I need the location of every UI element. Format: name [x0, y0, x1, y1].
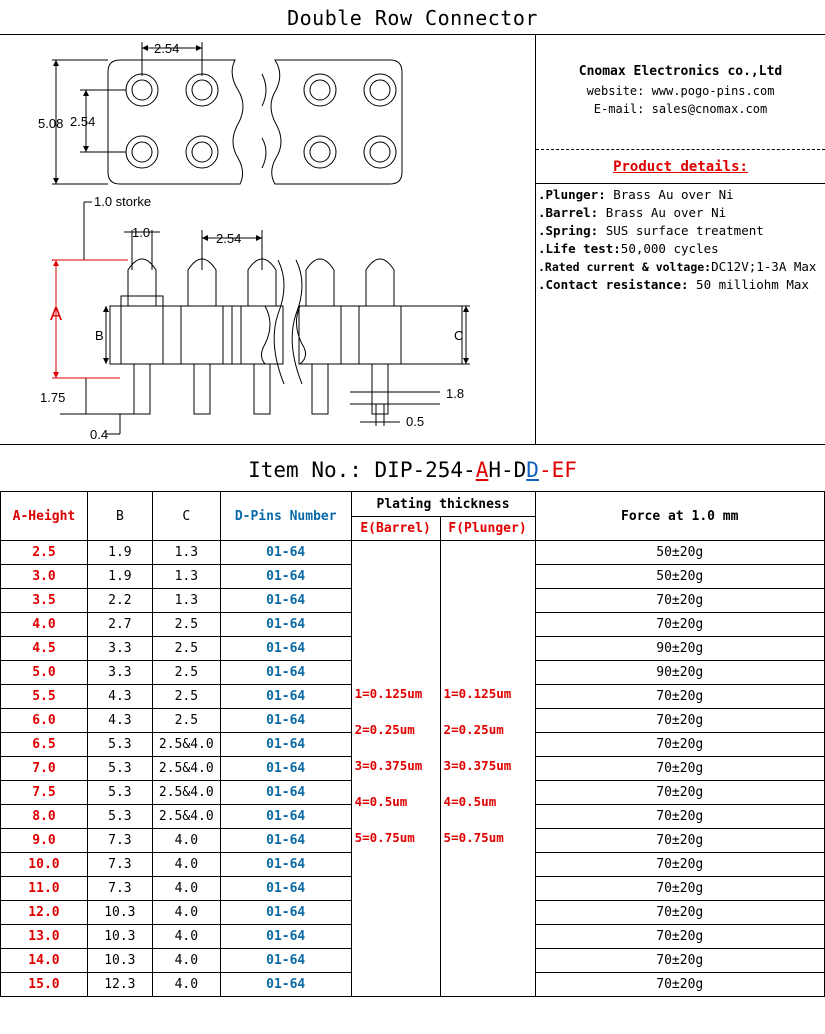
spec-table: [0, 491, 825, 997]
plating-option: 1=0.125um: [443, 686, 512, 701]
company-email: E-mail: sales@cnomax.com: [593, 102, 768, 116]
cell-force: 90±20g: [535, 661, 825, 685]
cell-force: 70±20g: [535, 757, 825, 781]
cell-force: 70±20g: [535, 805, 825, 829]
cell-b: 4.3: [87, 685, 152, 709]
cell-force: 90±20g: [535, 637, 825, 661]
plating-option: 2=0.25um: [354, 722, 415, 737]
cell-d-pins: 01-64: [220, 709, 351, 733]
cell-d-pins: 01-64: [220, 757, 351, 781]
dim-10: 1.0: [132, 225, 151, 240]
company-website: website: www.pogo-pins.com: [586, 84, 775, 98]
cell-force: 70±20g: [535, 973, 825, 997]
header-a-height: A-Height: [1, 492, 88, 541]
cell-force: 70±20g: [535, 829, 825, 853]
cell-a-height: 4.5: [1, 637, 88, 661]
cell-c: 2.5: [152, 709, 220, 733]
cell-c: 2.5: [152, 613, 220, 637]
technical-drawing: [0, 34, 536, 445]
cell-d-pins: 01-64: [220, 565, 351, 589]
cell-b: 10.3: [87, 949, 152, 973]
cell-c: 1.3: [152, 589, 220, 613]
cell-plating-f: [440, 541, 535, 997]
cell-b: 2.2: [87, 589, 152, 613]
dim-18: 1.8: [446, 386, 465, 401]
cell-d-pins: 01-64: [220, 781, 351, 805]
cell-b: 5.3: [87, 805, 152, 829]
cell-c: 2.5&4.0: [152, 757, 220, 781]
plating-option: 3=0.375um: [354, 758, 423, 773]
cell-c: 4.0: [152, 853, 220, 877]
cell-c: 2.5: [152, 685, 220, 709]
cell-c: 4.0: [152, 877, 220, 901]
cell-force: 70±20g: [535, 781, 825, 805]
plating-option: 2=0.25um: [443, 722, 504, 737]
cell-a-height: 3.0: [1, 565, 88, 589]
cell-a-height: 10.0: [1, 853, 88, 877]
cell-b: 4.3: [87, 709, 152, 733]
plating-option: 4=0.5um: [354, 794, 408, 809]
cell-d-pins: 01-64: [220, 805, 351, 829]
header-plating: Plating thickness: [351, 492, 535, 517]
cell-b: 2.7: [87, 613, 152, 637]
cell-a-height: 9.0: [1, 829, 88, 853]
cell-force: 70±20g: [535, 733, 825, 757]
cell-c: 2.5&4.0: [152, 805, 220, 829]
cell-a-height: 5.5: [1, 685, 88, 709]
cell-force: 70±20g: [535, 589, 825, 613]
cell-a-height: 6.5: [1, 733, 88, 757]
cell-a-height: 8.0: [1, 805, 88, 829]
cell-d-pins: 01-64: [220, 661, 351, 685]
cell-b: 10.3: [87, 901, 152, 925]
dim-stroke: 1.0 storke: [94, 194, 152, 209]
cell-c: 4.0: [152, 901, 220, 925]
cell-a-height: 3.5: [1, 589, 88, 613]
cell-c: 4.0: [152, 949, 220, 973]
detail-rated-current: .Rated current & voltage:DC12V;1-3A Max: [538, 259, 817, 274]
dim-254-side: 2.54: [70, 114, 96, 129]
cell-c: 4.0: [152, 973, 220, 997]
header-force: Force at 1.0 mm: [535, 492, 825, 541]
plating-option: 3=0.375um: [443, 758, 512, 773]
cell-b: 7.3: [87, 877, 152, 901]
cell-a-height: 5.0: [1, 661, 88, 685]
detail-barrel: .Barrel: Brass Au over Ni: [538, 205, 727, 220]
cell-a-height: 2.5: [1, 541, 88, 565]
cell-b: 12.3: [87, 973, 152, 997]
product-details-heading: Product details:: [613, 159, 748, 175]
cell-force: 50±20g: [535, 565, 825, 589]
header-e-barrel: E(Barrel): [351, 517, 440, 541]
info-panel: [536, 34, 825, 445]
cell-d-pins: 01-64: [220, 541, 351, 565]
table-row: [1, 541, 825, 565]
dim-05: 0.5: [406, 414, 425, 429]
label-c: C: [454, 328, 464, 343]
cell-d-pins: 01-64: [220, 925, 351, 949]
dim-175: 1.75: [40, 390, 66, 405]
dim-04: 0.4: [90, 427, 109, 442]
cell-a-height: 11.0: [1, 877, 88, 901]
company-name: Cnomax Electronics co.,Ltd: [578, 64, 783, 79]
cell-c: 2.5&4.0: [152, 781, 220, 805]
label-b: B: [95, 328, 104, 343]
cell-d-pins: 01-64: [220, 949, 351, 973]
cell-a-height: 12.0: [1, 901, 88, 925]
cell-plating-e: [351, 541, 440, 997]
cell-d-pins: 01-64: [220, 685, 351, 709]
cell-force: 70±20g: [535, 685, 825, 709]
cell-a-height: 14.0: [1, 949, 88, 973]
cell-b: 10.3: [87, 925, 152, 949]
cell-a-height: 6.0: [1, 709, 88, 733]
divider: [536, 183, 825, 184]
cell-d-pins: 01-64: [220, 589, 351, 613]
detail-spring: .Spring: SUS surface treatment: [538, 223, 764, 238]
cell-d-pins: 01-64: [220, 637, 351, 661]
cell-force: 70±20g: [535, 709, 825, 733]
cell-force: 70±20g: [535, 949, 825, 973]
drawing-svg: [0, 34, 535, 444]
detail-life-test: .Life test:50,000 cycles: [538, 241, 719, 256]
cell-force: 70±20g: [535, 925, 825, 949]
cell-d-pins: 01-64: [220, 829, 351, 853]
product-details-list: [538, 186, 823, 294]
cell-d-pins: 01-64: [220, 973, 351, 997]
cell-b: 1.9: [87, 565, 152, 589]
header-f-plunger: F(Plunger): [440, 517, 535, 541]
cell-force: 70±20g: [535, 901, 825, 925]
cell-b: 7.3: [87, 829, 152, 853]
plating-option: 1=0.125um: [354, 686, 423, 701]
cell-c: 1.3: [152, 541, 220, 565]
header-c: C: [152, 492, 220, 541]
cell-d-pins: 01-64: [220, 853, 351, 877]
cell-c: 2.5: [152, 661, 220, 685]
header-b: B: [87, 492, 152, 541]
cell-force: 70±20g: [535, 877, 825, 901]
detail-contact-resistance: .Contact resistance: 50 milliohm Max: [538, 277, 809, 292]
divider: [536, 149, 825, 150]
cell-c: 2.5: [152, 637, 220, 661]
cell-d-pins: 01-64: [220, 901, 351, 925]
cell-b: 3.3: [87, 661, 152, 685]
cell-b: 1.9: [87, 541, 152, 565]
label-a: A: [50, 304, 63, 324]
dim-254-top: 2.54: [154, 41, 180, 56]
detail-plunger: .Plunger: Brass Au over Ni: [538, 187, 734, 202]
cell-a-height: 4.0: [1, 613, 88, 637]
dim-508: 5.08: [38, 116, 64, 131]
dim-254-mid: 2.54: [216, 231, 242, 246]
item-number: Item No.: DIP-254-AH-DD-EF: [248, 458, 577, 482]
plating-option: 5=0.75um: [443, 830, 504, 845]
cell-b: 7.3: [87, 853, 152, 877]
cell-force: 70±20g: [535, 613, 825, 637]
cell-d-pins: 01-64: [220, 613, 351, 637]
plating-option: 5=0.75um: [354, 830, 415, 845]
cell-c: 2.5&4.0: [152, 733, 220, 757]
cell-b: 5.3: [87, 757, 152, 781]
page-title: Double Row Connector: [0, 0, 825, 35]
plating-option: 4=0.5um: [443, 794, 497, 809]
cell-b: 5.3: [87, 781, 152, 805]
cell-c: 4.0: [152, 829, 220, 853]
cell-d-pins: 01-64: [220, 877, 351, 901]
cell-b: 3.3: [87, 637, 152, 661]
cell-b: 5.3: [87, 733, 152, 757]
cell-c: 4.0: [152, 925, 220, 949]
cell-a-height: 7.0: [1, 757, 88, 781]
cell-c: 1.3: [152, 565, 220, 589]
cell-force: 70±20g: [535, 853, 825, 877]
cell-a-height: 7.5: [1, 781, 88, 805]
cell-a-height: 15.0: [1, 973, 88, 997]
cell-a-height: 13.0: [1, 925, 88, 949]
cell-d-pins: 01-64: [220, 733, 351, 757]
header-d-pins: D-Pins Number: [220, 492, 351, 541]
cell-force: 50±20g: [535, 541, 825, 565]
